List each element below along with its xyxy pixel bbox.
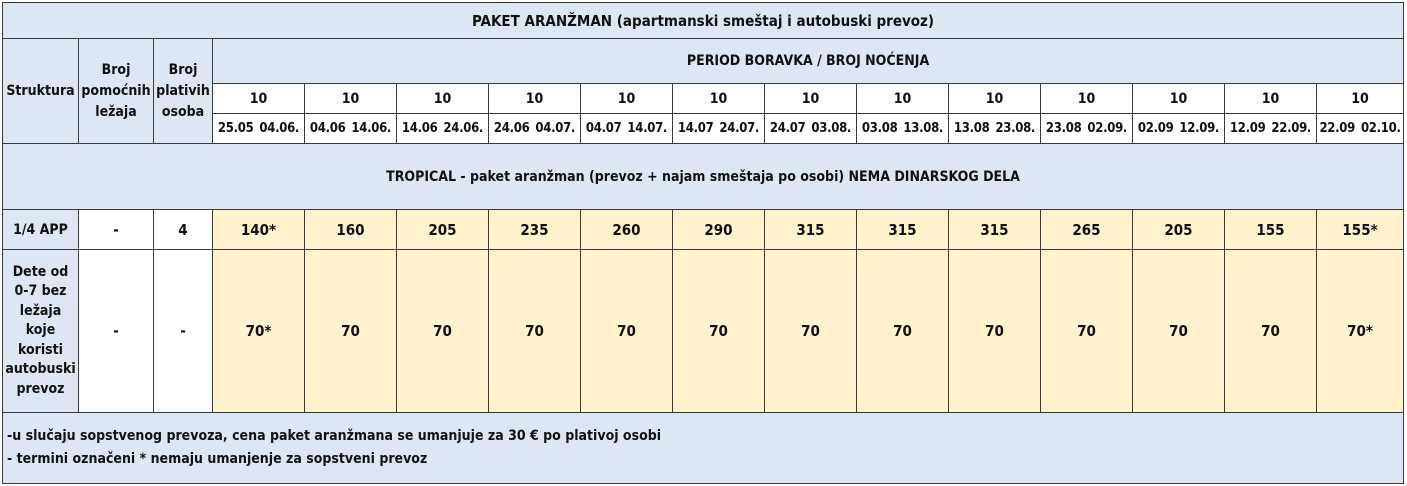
period-dates bbox=[213, 114, 305, 144]
period-nights: 10 bbox=[1317, 84, 1404, 114]
period-nights: 10 bbox=[1133, 84, 1225, 114]
price-cell: 70 bbox=[1041, 250, 1133, 413]
period-from: 02.09 bbox=[1137, 121, 1174, 136]
price-cell: 205 bbox=[1133, 210, 1225, 250]
price-cell: 70 bbox=[1225, 250, 1317, 413]
period-to: 14.07. bbox=[627, 121, 668, 136]
price-cell: 235 bbox=[489, 210, 581, 250]
period-to: 22.09. bbox=[1271, 121, 1312, 136]
period-nights: 10 bbox=[397, 84, 489, 114]
period-from: 24.06 bbox=[493, 121, 530, 136]
price-cell: 70 bbox=[581, 250, 673, 413]
period-dates bbox=[765, 114, 857, 144]
row-pomocni-lezaji: - bbox=[79, 210, 154, 250]
price-cell: 70* bbox=[213, 250, 305, 413]
period-to: 14.06. bbox=[351, 121, 392, 136]
footnote-1: -u slučaju sopstvenog prevoza, cena paket aranžmana se umanjuje za 30 € po plativoj osobi bbox=[7, 428, 662, 444]
period-dates bbox=[397, 114, 489, 144]
period-dates bbox=[489, 114, 581, 144]
period-from: 04.06 bbox=[309, 121, 346, 136]
price-cell: 160 bbox=[305, 210, 397, 250]
period-from: 04.07 bbox=[585, 121, 622, 136]
price-table bbox=[2, 2, 1404, 484]
period-from: 14.06 bbox=[401, 121, 438, 136]
period-nights: 10 bbox=[213, 84, 305, 114]
period-to: 02.10. bbox=[1360, 121, 1401, 136]
header-pomocni-lezaji: Broj pomoćnih ležaja bbox=[79, 39, 154, 144]
period-dates bbox=[1041, 114, 1133, 144]
period-from: 22.09 bbox=[1319, 121, 1355, 136]
period-nights: 10 bbox=[1041, 84, 1133, 114]
period-nights: 10 bbox=[1225, 84, 1317, 114]
period-dates bbox=[581, 114, 673, 144]
period-to: 24.07. bbox=[719, 121, 760, 136]
period-to: 24.06. bbox=[443, 121, 484, 136]
price-cell: 70 bbox=[489, 250, 581, 413]
period-nights: 10 bbox=[305, 84, 397, 114]
period-from: 23.08 bbox=[1045, 121, 1082, 136]
price-cell: 315 bbox=[765, 210, 857, 250]
period-dates bbox=[1225, 114, 1317, 144]
period-dates bbox=[857, 114, 949, 144]
header-plative-osobe: Broj plativih osoba bbox=[154, 39, 213, 144]
period-nights: 10 bbox=[857, 84, 949, 114]
row-pomocni-lezaji: - bbox=[79, 250, 154, 413]
period-nights: 10 bbox=[765, 84, 857, 114]
period-to: 23.08. bbox=[995, 121, 1036, 136]
period-to: 02.09. bbox=[1087, 121, 1128, 136]
period-from: 12.09 bbox=[1229, 121, 1266, 136]
section-title: TROPICAL - paket aranžman (prevoz + najam smeštaja po osobi) NEMA DINARSKOG DELA bbox=[3, 144, 1404, 210]
row-label: 1/4 APP bbox=[3, 210, 79, 250]
period-to: 04.07. bbox=[535, 121, 576, 136]
row-label: Dete od 0-7 bez ležaja koje koristi autobuski prevoz bbox=[3, 250, 79, 413]
period-dates bbox=[949, 114, 1041, 144]
period-from: 25.05 bbox=[217, 121, 254, 136]
table-title: PAKET ARANŽMAN (apartmanski smeštaj i autobuski prevoz) bbox=[3, 3, 1404, 39]
price-cell: 70 bbox=[765, 250, 857, 413]
price-cell: 315 bbox=[949, 210, 1041, 250]
period-to: 12.09. bbox=[1179, 121, 1220, 136]
period-dates bbox=[305, 114, 397, 144]
price-cell: 70 bbox=[397, 250, 489, 413]
price-cell: 70 bbox=[1133, 250, 1225, 413]
price-cell: 70 bbox=[857, 250, 949, 413]
period-from: 03.08 bbox=[861, 121, 898, 136]
price-cell: 155 bbox=[1225, 210, 1317, 250]
footnotes bbox=[3, 413, 1404, 484]
price-cell: 140* bbox=[213, 210, 305, 250]
price-cell: 70 bbox=[673, 250, 765, 413]
period-nights: 10 bbox=[489, 84, 581, 114]
header-period-boravka: PERIOD BORAVKA / BROJ NOĆENJA bbox=[213, 39, 1404, 84]
price-cell: 205 bbox=[397, 210, 489, 250]
row-plative-osobe: 4 bbox=[154, 210, 213, 250]
period-nights: 10 bbox=[673, 84, 765, 114]
header-struktura: Struktura bbox=[3, 39, 79, 144]
period-from: 13.08 bbox=[953, 121, 990, 136]
period-from: 14.07 bbox=[677, 121, 714, 136]
period-dates bbox=[1133, 114, 1225, 144]
price-cell: 70 bbox=[949, 250, 1041, 413]
period-nights: 10 bbox=[581, 84, 673, 114]
price-cell: 265 bbox=[1041, 210, 1133, 250]
footnote-2: - termini označeni * nemaju umanjenje za sopstveni prevoz bbox=[7, 451, 428, 467]
period-dates bbox=[1317, 114, 1404, 144]
price-cell: 155* bbox=[1317, 210, 1404, 250]
price-cell: 70 bbox=[305, 250, 397, 413]
period-to: 03.08. bbox=[811, 121, 852, 136]
period-to: 13.08. bbox=[903, 121, 944, 136]
row-plative-osobe: - bbox=[154, 250, 213, 413]
period-dates bbox=[673, 114, 765, 144]
period-to: 04.06. bbox=[259, 121, 300, 136]
period-nights: 10 bbox=[949, 84, 1041, 114]
price-cell: 260 bbox=[581, 210, 673, 250]
period-from: 24.07 bbox=[769, 121, 806, 136]
price-cell: 315 bbox=[857, 210, 949, 250]
price-cell: 70* bbox=[1317, 250, 1404, 413]
price-cell: 290 bbox=[673, 210, 765, 250]
